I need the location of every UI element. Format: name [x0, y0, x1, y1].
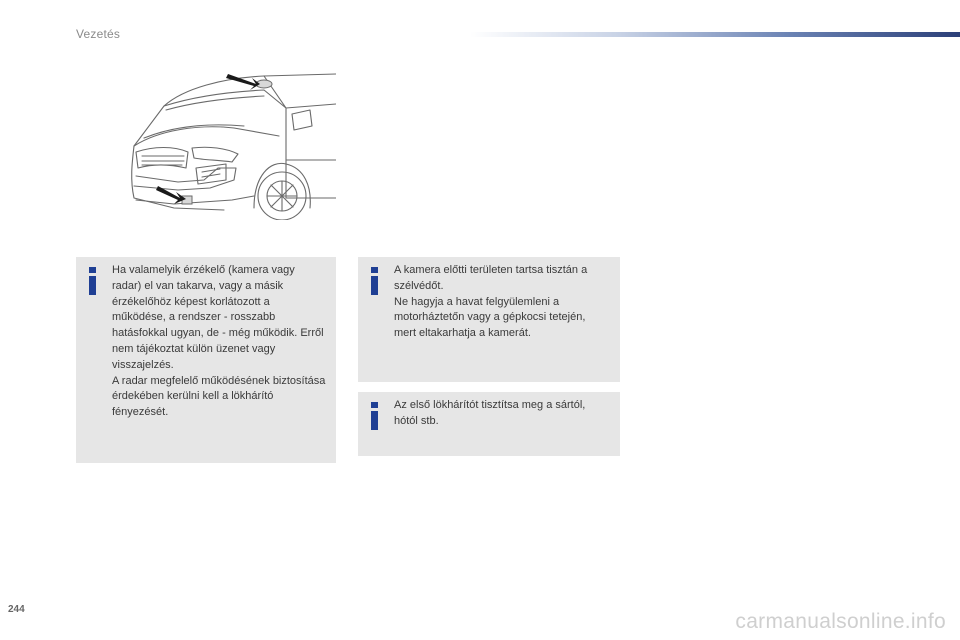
info-icon	[88, 267, 98, 295]
info-note-text	[394, 263, 610, 342]
info-paragraph: Ne hagyja a havat felgyülemleni a motorháztetőn vagy a gépkocsi tetején, mert eltakarhatja a kamerát.	[394, 295, 586, 340]
info-note-sensor-obstruction	[76, 257, 336, 463]
info-paragraph: Az első lökhárítót tisztítsa meg a sártól, hótól stb.	[394, 399, 586, 427]
info-note-bumper-cleaning	[358, 392, 620, 456]
info-paragraph: Ha valamelyik érzékelő (kamera vagy radar) el van takarva, vagy a másik érzékelőhöz képest korlátozott a működése, a rendszer - rosszabb hatásfokkal ugyan, de - még működik. Erről nem tájékoztat külön üzenet vagy visszajelzés.	[112, 264, 324, 371]
info-paragraph: A radar megfelelő működésének biztosítása érdekében kerülni kell a lökhárító fényezését.	[112, 374, 326, 419]
info-note-text	[394, 398, 610, 430]
van-sensor-illustration	[114, 68, 336, 220]
info-note-text	[112, 263, 326, 421]
watermark: carmanualsonline.info	[735, 610, 946, 633]
section-title: Vezetés	[76, 27, 121, 41]
info-icon	[370, 402, 380, 430]
info-paragraph: A kamera előtti területen tartsa tisztán a szélvédőt.	[394, 264, 588, 292]
header-gradient-bar	[470, 32, 960, 37]
info-note-camera-windshield	[358, 257, 620, 382]
info-icon	[370, 267, 380, 295]
page-number: 244	[8, 604, 25, 615]
